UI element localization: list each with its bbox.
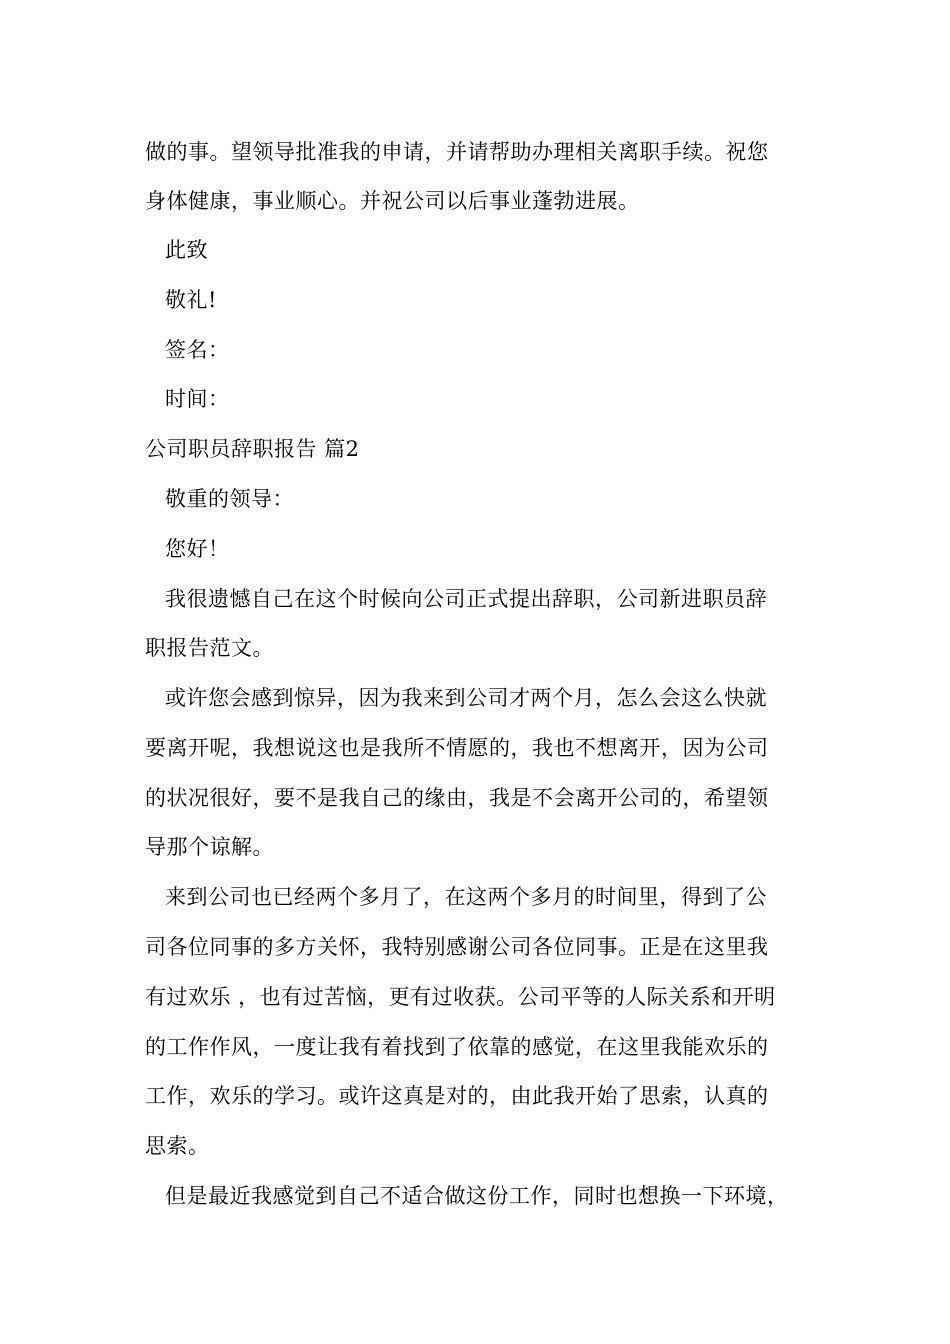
signature-label: 签名： [165, 338, 230, 362]
paragraph-line: 来到公司也已经两个多月了，在这两个多月的时间里，得到了公 [165, 885, 767, 909]
closing-salutation: 此致 [165, 238, 208, 262]
paragraph-line: 但是最近我感觉到自己不适合做这份工作，同时也想换一下环境， [165, 1184, 789, 1208]
greeting-line: 您好！ [165, 537, 230, 561]
paragraph-line: 或许您会感到惊异，因为我来到公司才两个月，怎么会这么快就 [165, 686, 767, 710]
paragraph-line: 职报告范文。 [145, 636, 274, 660]
paragraph-line: 的工作作风，一度让我有着找到了依靠的感觉，在这里我能欢乐的 [145, 1035, 769, 1059]
paragraph-line: 做的事。望领导批准我的申请，并请帮助办理相关离职手续。祝您 [145, 140, 769, 164]
date-label: 时间： [165, 387, 230, 411]
paragraph-line: 工作，欢乐的学习。或许这真是对的，由此我开始了思索，认真的 [145, 1084, 769, 1108]
paragraph-line: 思索。 [145, 1134, 210, 1158]
paragraph-line: 我很遗憾自己在这个时候向公司正式提出辞职，公司新进职员辞 [165, 587, 767, 611]
paragraph-line: 有过欢乐 ，也有过苦恼，更有过收获。公司平等的人际关系和开明 [145, 985, 776, 1009]
paragraph-line: 要离开呢，我想说这也是我所不情愿的，我也不想离开，因为公司 [145, 736, 769, 760]
paragraph-line: 的状况很好，要不是我自己的缘由，我是不会离开公司的，希望领 [145, 786, 769, 810]
paragraph-line: 导那个谅解。 [145, 835, 274, 859]
greeting-line: 敬重的领导： [165, 487, 294, 511]
paragraph-line: 身体健康，事业顺心。并祝公司以后事业蓬勃进展。 [145, 189, 640, 213]
section-heading: 公司职员辞职报告 篇2 [145, 437, 360, 461]
closing-regards: 敬礼! [165, 288, 217, 312]
paragraph-line: 司各位同事的多方关怀，我特别感谢公司各位同事。正是在这里我 [145, 935, 769, 959]
